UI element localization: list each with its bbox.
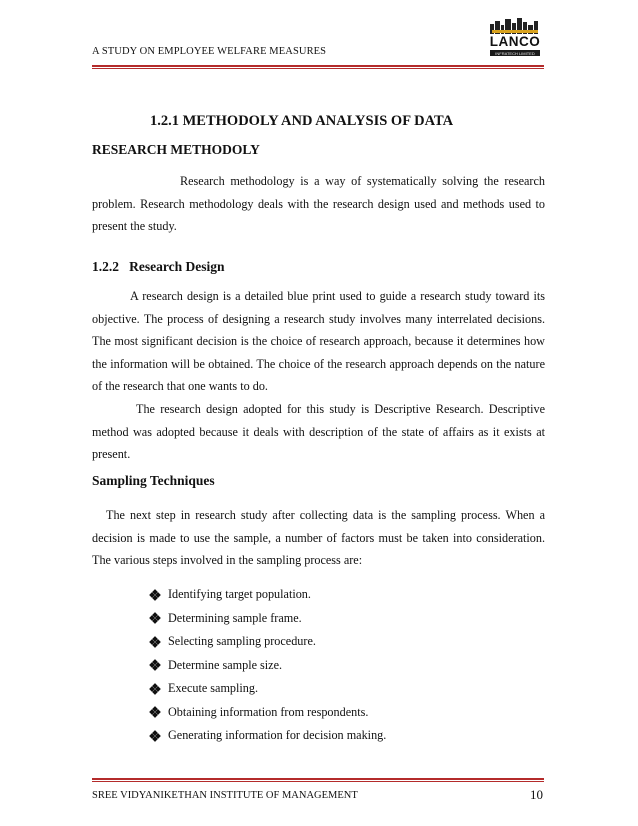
header-rule <box>92 65 544 67</box>
step-text: Determine sample size. <box>168 657 283 672</box>
step-text: Obtaining information from respondents. <box>168 704 369 719</box>
page-number: 10 <box>530 787 543 802</box>
diamond-bullet-icon <box>150 684 160 694</box>
list-item <box>150 724 386 748</box>
lanco-logo-icon <box>484 16 546 66</box>
sampling-techniques-heading: Sampling Techniques <box>92 473 215 488</box>
research-design-heading: 1.2.2 Research Design <box>92 259 225 274</box>
diamond-bullet-icon <box>150 637 160 647</box>
research-methodology-heading: RESEARCH METHODOLY <box>92 142 260 157</box>
diamond-bullet-icon <box>150 660 160 670</box>
section-title: 1.2.1 METHODOLY AND ANALYSIS OF DATA <box>150 113 454 129</box>
list-item <box>150 583 386 607</box>
running-header: A STUDY ON EMPLOYEE WELFARE MEASURES <box>92 46 327 57</box>
step-text: Identifying target population. <box>168 587 311 602</box>
logo-wordmark: LANCO <box>489 34 541 49</box>
sampling-steps-list <box>150 583 386 748</box>
footer-rule-thin <box>92 781 544 782</box>
diamond-bullet-icon <box>150 613 160 623</box>
list-item <box>150 677 386 701</box>
diamond-bullet-icon <box>150 731 160 741</box>
step-text: Determining sample frame. <box>168 610 302 625</box>
step-text: Execute sampling. <box>168 681 259 696</box>
list-item <box>150 630 386 654</box>
sampling-paragraph: The next step in research study after collecting data is the sampling process. When a decision is made to use the sample, a number of factors must be taken into consideration. The various steps involved in the sampling process are: <box>92 508 545 568</box>
step-text: Selecting sampling procedure. <box>168 634 316 649</box>
list-item <box>150 654 386 678</box>
research-methodology-paragraph: Research methodology is a way of systematically solving the research problem. Research methodology deals with the research design used and methods used to present the study. <box>92 174 545 234</box>
header-rule-thin <box>92 68 544 69</box>
diamond-bullet-icon <box>150 707 160 717</box>
footer-rule <box>92 778 544 780</box>
logo-tagline: INFRATECH LIMITED <box>495 51 535 56</box>
list-item <box>150 607 386 631</box>
footer-institute: SREE VIDYANIKETHAN INSTITUTE OF MANAGEMENT <box>92 790 358 801</box>
list-item <box>150 701 386 725</box>
research-design-paragraph-2: The research design adopted for this study is Descriptive Research. Descriptive method was adopted because it deals with description of the state of affairs as it exists at present. <box>92 402 545 462</box>
step-text: Generating information for decision making. <box>168 728 387 743</box>
research-design-paragraph-1: A research design is a detailed blue print used to guide a research study toward its objective. The process of designing a research study involves many interrelated decisions. The most significant decision is the choice of research approach, because it determines how the information will be obtained. The choice of the research approach depends on the nature of the research that one wants to do. <box>92 289 545 394</box>
diamond-bullet-icon <box>150 590 160 600</box>
